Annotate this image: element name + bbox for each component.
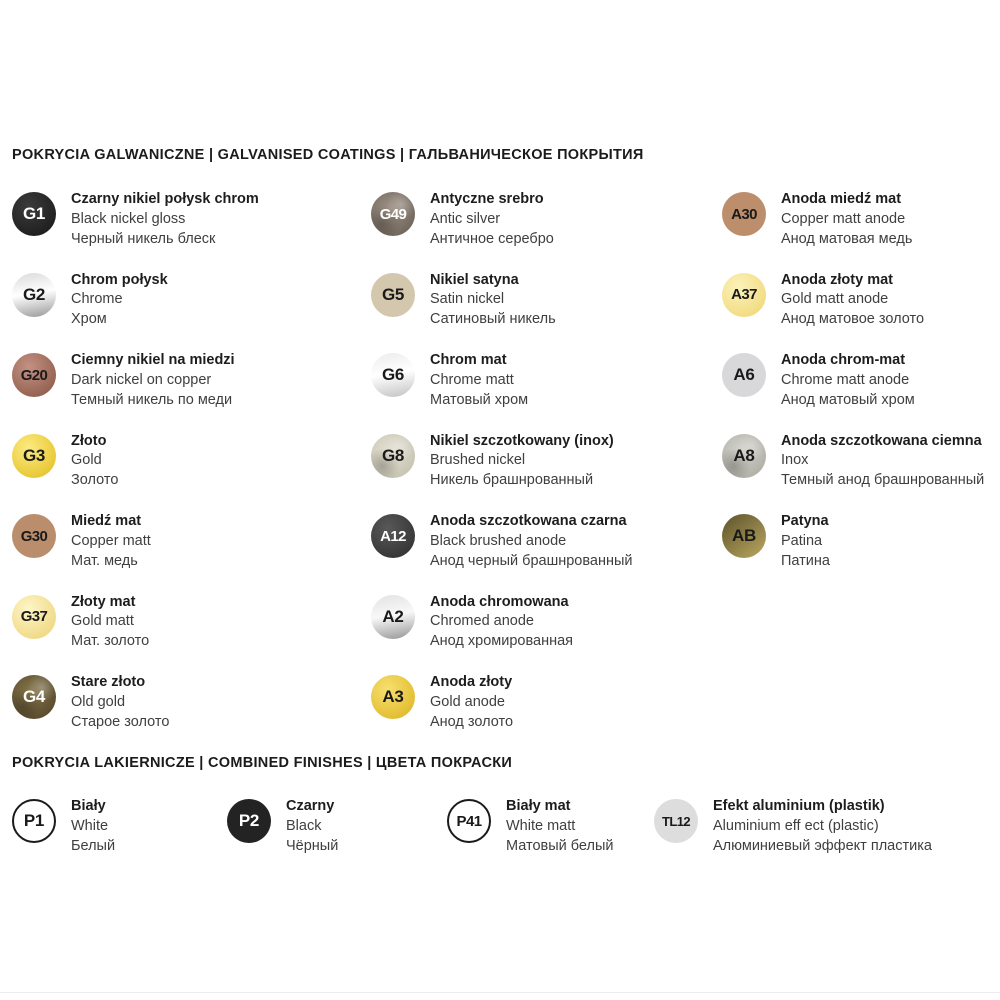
galvanised-column-2 <box>371 190 633 754</box>
finish-item-a2 <box>371 593 633 653</box>
finish-name-ru: Никель брашнрованный <box>430 472 594 489</box>
finish-name-en: Antic silver <box>430 210 501 227</box>
finish-item-a30 <box>722 190 984 250</box>
finish-name-en: Chrome matt <box>430 371 514 388</box>
finish-name-en: Chromed anode <box>430 613 534 630</box>
swatch-p2: P2 <box>227 799 271 843</box>
finish-labels-a37 <box>781 271 924 330</box>
finish-name-pl: Antyczne srebro <box>430 191 544 207</box>
finish-name-en: Patina <box>781 532 823 549</box>
swatch-a8: A8 <box>722 434 766 478</box>
finish-name-pl: Nikiel szczotkowany (inox) <box>430 432 614 449</box>
finish-labels-a2 <box>430 593 573 652</box>
finish-name-pl: Anoda złoty mat <box>781 271 893 288</box>
swatch-g1: G1 <box>12 192 56 236</box>
finish-name-en: Aluminium eff ect (plastic) <box>713 817 879 834</box>
finish-name-ru: Анод черный брашнрованный <box>430 552 633 569</box>
finish-name-pl: Anoda miedź mat <box>781 191 902 207</box>
finish-item-p1 <box>12 797 115 857</box>
finish-name-ru: Анод матовое золото <box>781 311 925 328</box>
finish-name-en: Gold <box>71 452 102 469</box>
finish-name-ru: Черный никель блеск <box>71 230 216 247</box>
finish-name-pl: Biały <box>71 798 106 814</box>
finish-name-pl: Anoda złoty <box>430 674 513 690</box>
finish-labels-g2 <box>71 271 168 330</box>
finish-name-pl: Anoda szczotkowana ciemna <box>781 432 982 449</box>
finish-labels-a8 <box>781 432 984 491</box>
finish-item-g1 <box>12 190 259 250</box>
finish-labels-g49 <box>430 190 554 249</box>
finish-name-pl: Chrom połysk <box>71 271 168 288</box>
finish-name-pl: Ciemny nikiel na miedzi <box>71 352 235 368</box>
finish-item-p41 <box>447 797 614 857</box>
section-title-galvanised: POKRYCIA GALWANICZNE | GALVANISED COATINGS | ГАЛЬВАНИЧЕСКОЕ ПОКРЫТИЯ <box>12 147 644 163</box>
finish-item-a12 <box>371 512 633 572</box>
finish-name-ru: Матовый хром <box>430 391 529 408</box>
swatch-g49: G49 <box>371 192 415 236</box>
finish-item-g3 <box>12 432 259 492</box>
finish-item-g37 <box>12 593 259 653</box>
finish-labels-tl12 <box>713 797 932 856</box>
finish-name-pl: Chrom mat <box>430 352 507 368</box>
finish-name-ru: Патина <box>781 552 830 569</box>
combined-item-slot-3 <box>447 797 614 878</box>
finish-labels-g20 <box>71 351 235 410</box>
finish-name-ru: Темный анод брашнрованный <box>781 472 985 489</box>
finish-name-en: Chrome matt anode <box>781 371 910 388</box>
finish-item-g8 <box>371 432 633 492</box>
swatch-g37: G37 <box>12 595 56 639</box>
finish-labels-a30 <box>781 190 912 249</box>
finish-name-ru: Золото <box>71 472 119 489</box>
finish-name-ru: Сатиновый никель <box>430 311 556 328</box>
finish-name-pl: Miedź mat <box>71 513 142 529</box>
finish-name-en: Gold matt anode <box>781 291 889 308</box>
finish-name-pl: Złoty mat <box>71 593 136 610</box>
galvanised-column-1 <box>12 190 259 754</box>
finish-name-pl: Biały mat <box>506 798 571 814</box>
finish-name-pl: Czarny nikiel połysk chrom <box>71 191 259 207</box>
finish-item-a6 <box>722 351 984 411</box>
swatch-g30: G30 <box>12 514 56 558</box>
finish-name-en: Satin nickel <box>430 291 505 308</box>
finish-name-pl: Anoda szczotkowana czarna <box>430 513 627 529</box>
finish-labels-g6 <box>430 351 528 410</box>
finish-name-en: Black brushed anode <box>430 532 567 549</box>
finish-labels-g3 <box>71 432 118 491</box>
finish-name-en: Inox <box>781 452 809 469</box>
finish-name-en: Black <box>286 817 322 834</box>
finish-name-en: Gold matt <box>71 613 134 630</box>
finish-labels-g30 <box>71 512 151 571</box>
swatch-a3: A3 <box>371 675 415 719</box>
finish-name-ru: Матовый белый <box>506 837 614 854</box>
swatch-tl12: TL12 <box>654 799 698 843</box>
swatch-a30: A30 <box>722 192 766 236</box>
finish-name-ru: Чёрный <box>286 837 339 854</box>
combined-item-slot-2 <box>227 797 338 878</box>
swatch-g4: G4 <box>12 675 56 719</box>
swatch-a12: A12 <box>371 514 415 558</box>
finish-name-ru: Анод золото <box>430 713 514 730</box>
finish-item-g5 <box>371 271 633 331</box>
finish-item-ab <box>722 512 984 572</box>
swatch-p1: P1 <box>12 799 56 843</box>
finish-name-en: Chrome <box>71 291 123 308</box>
swatch-p41: P41 <box>447 799 491 843</box>
finish-labels-a3 <box>430 673 513 732</box>
finish-name-ru: Старое золото <box>71 713 170 730</box>
finish-name-pl: Anoda chrom-mat <box>781 352 906 368</box>
finish-name-ru: Белый <box>71 837 116 854</box>
finish-item-g49 <box>371 190 633 250</box>
galvanised-column-3 <box>722 190 984 593</box>
finish-labels-p41 <box>506 797 614 856</box>
finish-name-ru: Алюминиевый эффект пластика <box>713 837 932 854</box>
finish-item-a37 <box>722 271 984 331</box>
finish-name-en: Copper matt <box>71 532 151 549</box>
finish-item-tl12 <box>654 797 932 857</box>
swatch-a6: A6 <box>722 353 766 397</box>
bottom-divider <box>0 992 1000 993</box>
finish-labels-p2 <box>286 797 338 856</box>
finish-name-ru: Анод матовая медь <box>781 230 913 247</box>
finish-name-pl: Patyna <box>781 513 829 529</box>
finish-labels-a12 <box>430 512 633 571</box>
finish-name-ru: Античное серебро <box>430 230 554 247</box>
finish-labels-g1 <box>71 190 259 249</box>
finish-name-en: Black nickel gloss <box>71 210 186 227</box>
finish-name-en: Copper matt anode <box>781 210 906 227</box>
finish-name-ru: Мат. золото <box>71 633 150 650</box>
finish-name-pl: Anoda chromowana <box>430 593 569 610</box>
finish-labels-p1 <box>71 797 115 856</box>
finish-labels-g8 <box>430 432 614 491</box>
finish-item-g2 <box>12 271 259 331</box>
finish-name-en: Old gold <box>71 693 126 710</box>
finish-name-pl: Stare złoto <box>71 674 146 690</box>
swatch-g2: G2 <box>12 273 56 317</box>
swatch-g8: G8 <box>371 434 415 478</box>
swatch-ab: AB <box>722 514 766 558</box>
finish-item-g20 <box>12 351 259 411</box>
finish-item-a3 <box>371 673 633 733</box>
finish-labels-g37 <box>71 593 149 652</box>
finish-labels-ab <box>781 512 830 571</box>
finish-name-pl: Czarny <box>286 798 335 814</box>
swatch-a2: A2 <box>371 595 415 639</box>
finish-name-ru: Анод хромированная <box>430 633 574 650</box>
swatch-g20: G20 <box>12 353 56 397</box>
finish-item-g6 <box>371 351 633 411</box>
finish-name-en: Dark nickel on copper <box>71 371 212 388</box>
finish-name-en: Brushed nickel <box>430 452 526 469</box>
finish-name-en: White <box>71 817 109 834</box>
finish-name-pl: Efekt aluminium (plastik) <box>713 798 885 814</box>
finish-item-g30 <box>12 512 259 572</box>
swatch-g6: G6 <box>371 353 415 397</box>
combined-item-slot-4 <box>654 797 932 878</box>
finish-name-ru: Хром <box>71 311 107 328</box>
finish-name-pl: Nikiel satyna <box>430 271 519 288</box>
combined-item-slot-1 <box>12 797 115 878</box>
finish-labels-g4 <box>71 673 169 732</box>
finish-name-ru: Темный никель по меди <box>71 391 233 408</box>
swatch-g5: G5 <box>371 273 415 317</box>
finish-item-a8 <box>722 432 984 492</box>
finish-item-g4 <box>12 673 259 733</box>
finish-name-ru: Анод матовый хром <box>781 391 915 408</box>
finish-name-ru: Мат. медь <box>71 552 138 569</box>
finish-name-en: Gold anode <box>430 693 505 710</box>
swatch-g3: G3 <box>12 434 56 478</box>
finish-labels-g5 <box>430 271 556 330</box>
finish-name-en: White matt <box>506 817 576 834</box>
section-title-combined: POKRYCIA LAKIERNICZE | COMBINED FINISHES | ЦВЕТА ПОКРАСКИ <box>12 755 513 771</box>
swatch-a37: A37 <box>722 273 766 317</box>
finish-item-p2 <box>227 797 338 857</box>
finish-labels-a6 <box>781 351 915 410</box>
finish-name-pl: Złoto <box>71 432 107 449</box>
